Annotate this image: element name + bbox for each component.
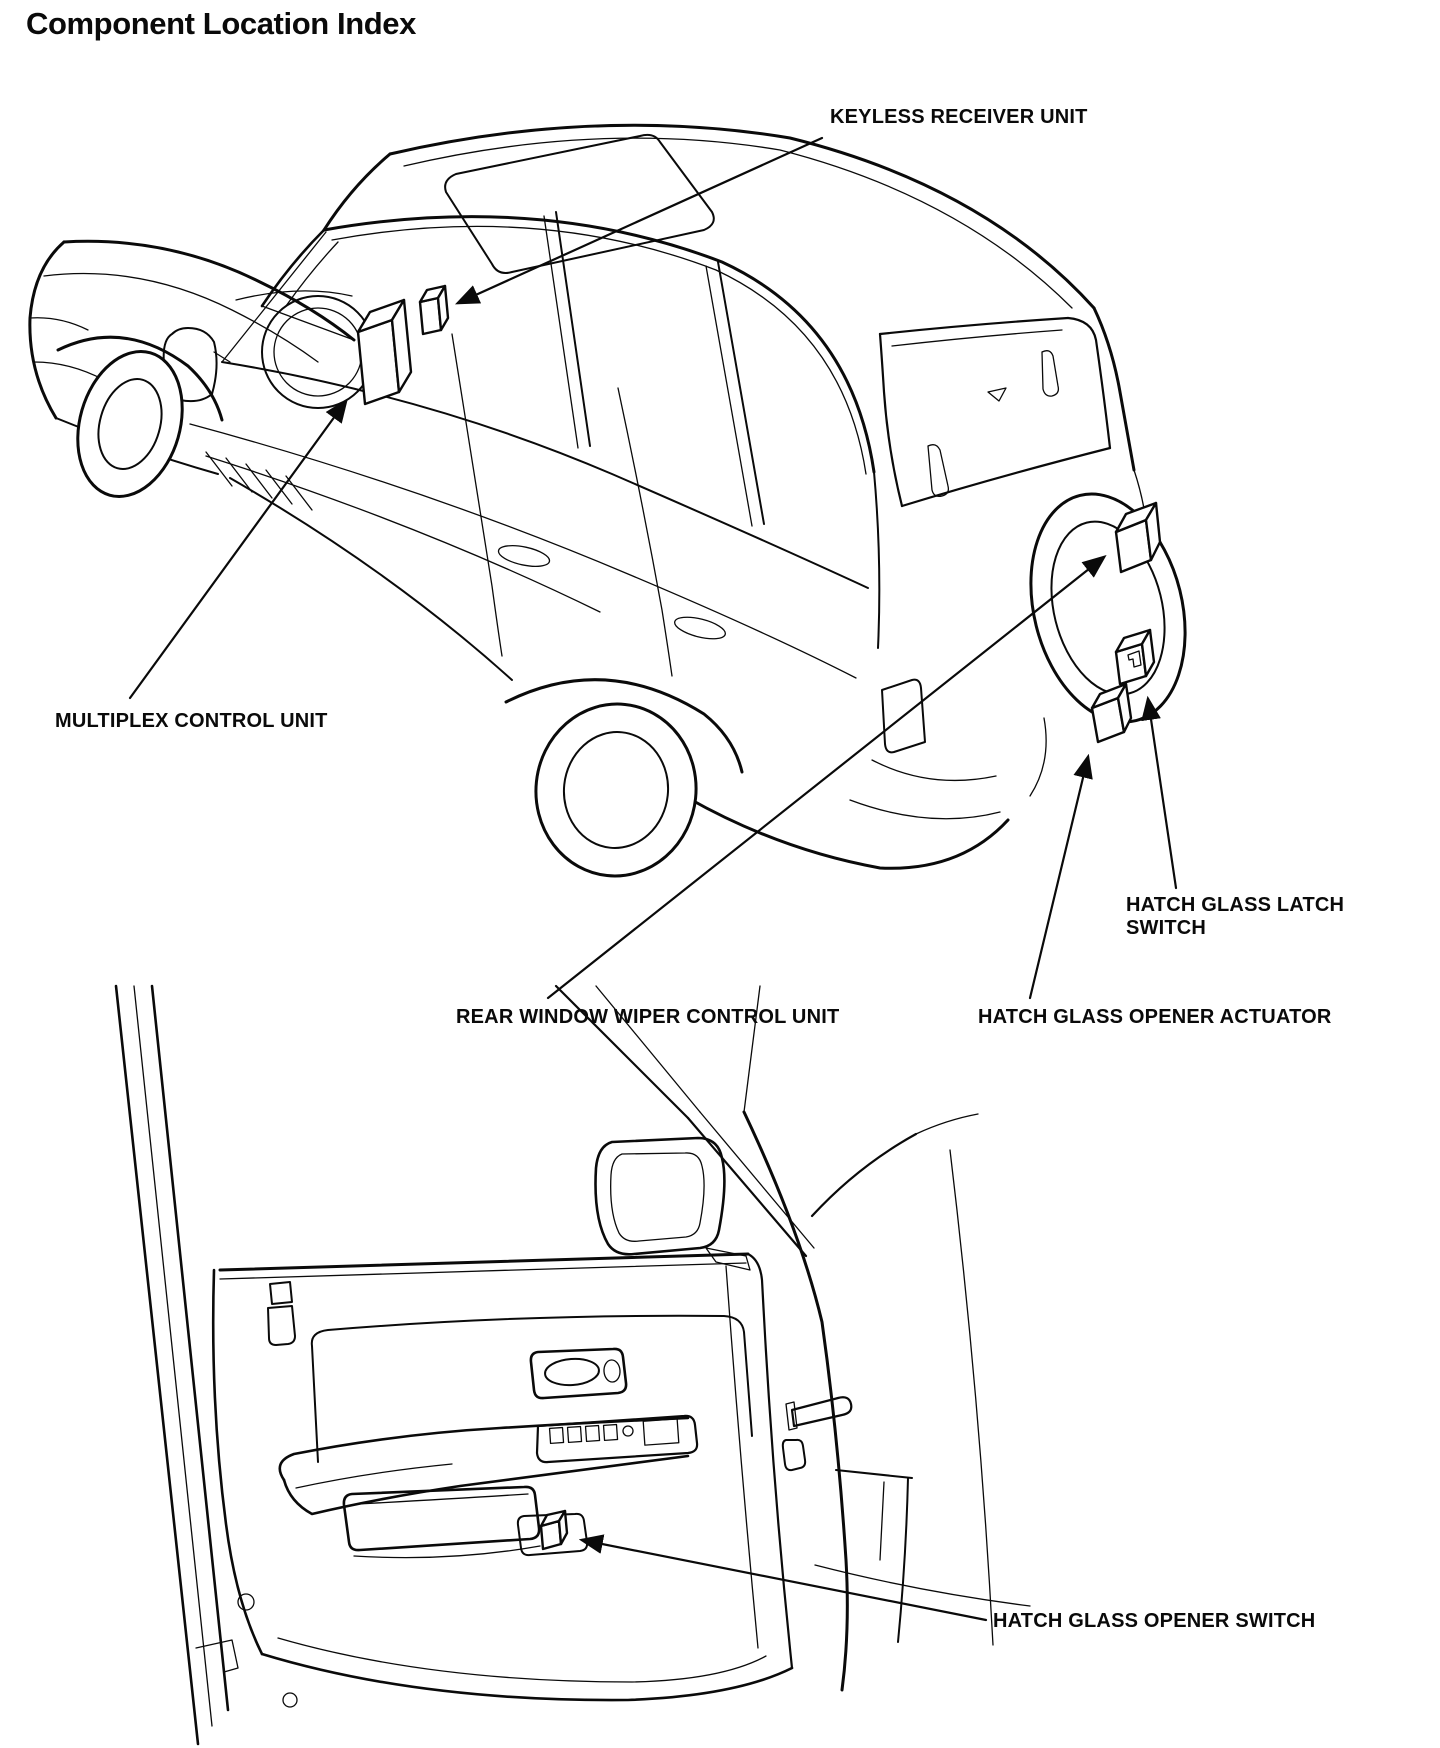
page-title: Component Location Index xyxy=(26,6,416,41)
door-lock-knob xyxy=(268,1282,295,1345)
inner-door-handle xyxy=(531,1349,626,1398)
callout-multiplex-control-unit: MULTIPLEX CONTROL UNIT xyxy=(55,710,328,732)
callout-hatch-glass-opener-actuator: HATCH GLASS OPENER ACTUATOR xyxy=(978,1006,1332,1028)
door-illustration xyxy=(116,986,1030,1744)
callout-hatch-glass-opener-switch: HATCH GLASS OPENER SWITCH xyxy=(993,1610,1316,1632)
multiplex-control-box xyxy=(358,300,411,404)
callout-keyless-receiver-unit: KEYLESS RECEIVER UNIT xyxy=(830,106,1088,128)
vehicle-illustration xyxy=(30,125,1208,998)
window-switch-panel xyxy=(537,1416,697,1462)
latch-arrow xyxy=(1148,699,1176,888)
door-mirror xyxy=(596,1138,751,1270)
door-pocket xyxy=(344,1487,540,1558)
callout-rear-window-wiper-control-unit: REAR WINDOW WIPER CONTROL UNIT xyxy=(456,1006,840,1028)
keyless-receiver-box xyxy=(420,286,448,334)
actuator-arrow xyxy=(1030,757,1088,998)
door-check-strap xyxy=(783,1397,852,1470)
callout-hatch-glass-latch-switch: HATCH GLASS LATCH SWITCH xyxy=(1126,894,1345,939)
armrest xyxy=(280,1418,688,1514)
opener-switch-arrow xyxy=(582,1540,986,1620)
